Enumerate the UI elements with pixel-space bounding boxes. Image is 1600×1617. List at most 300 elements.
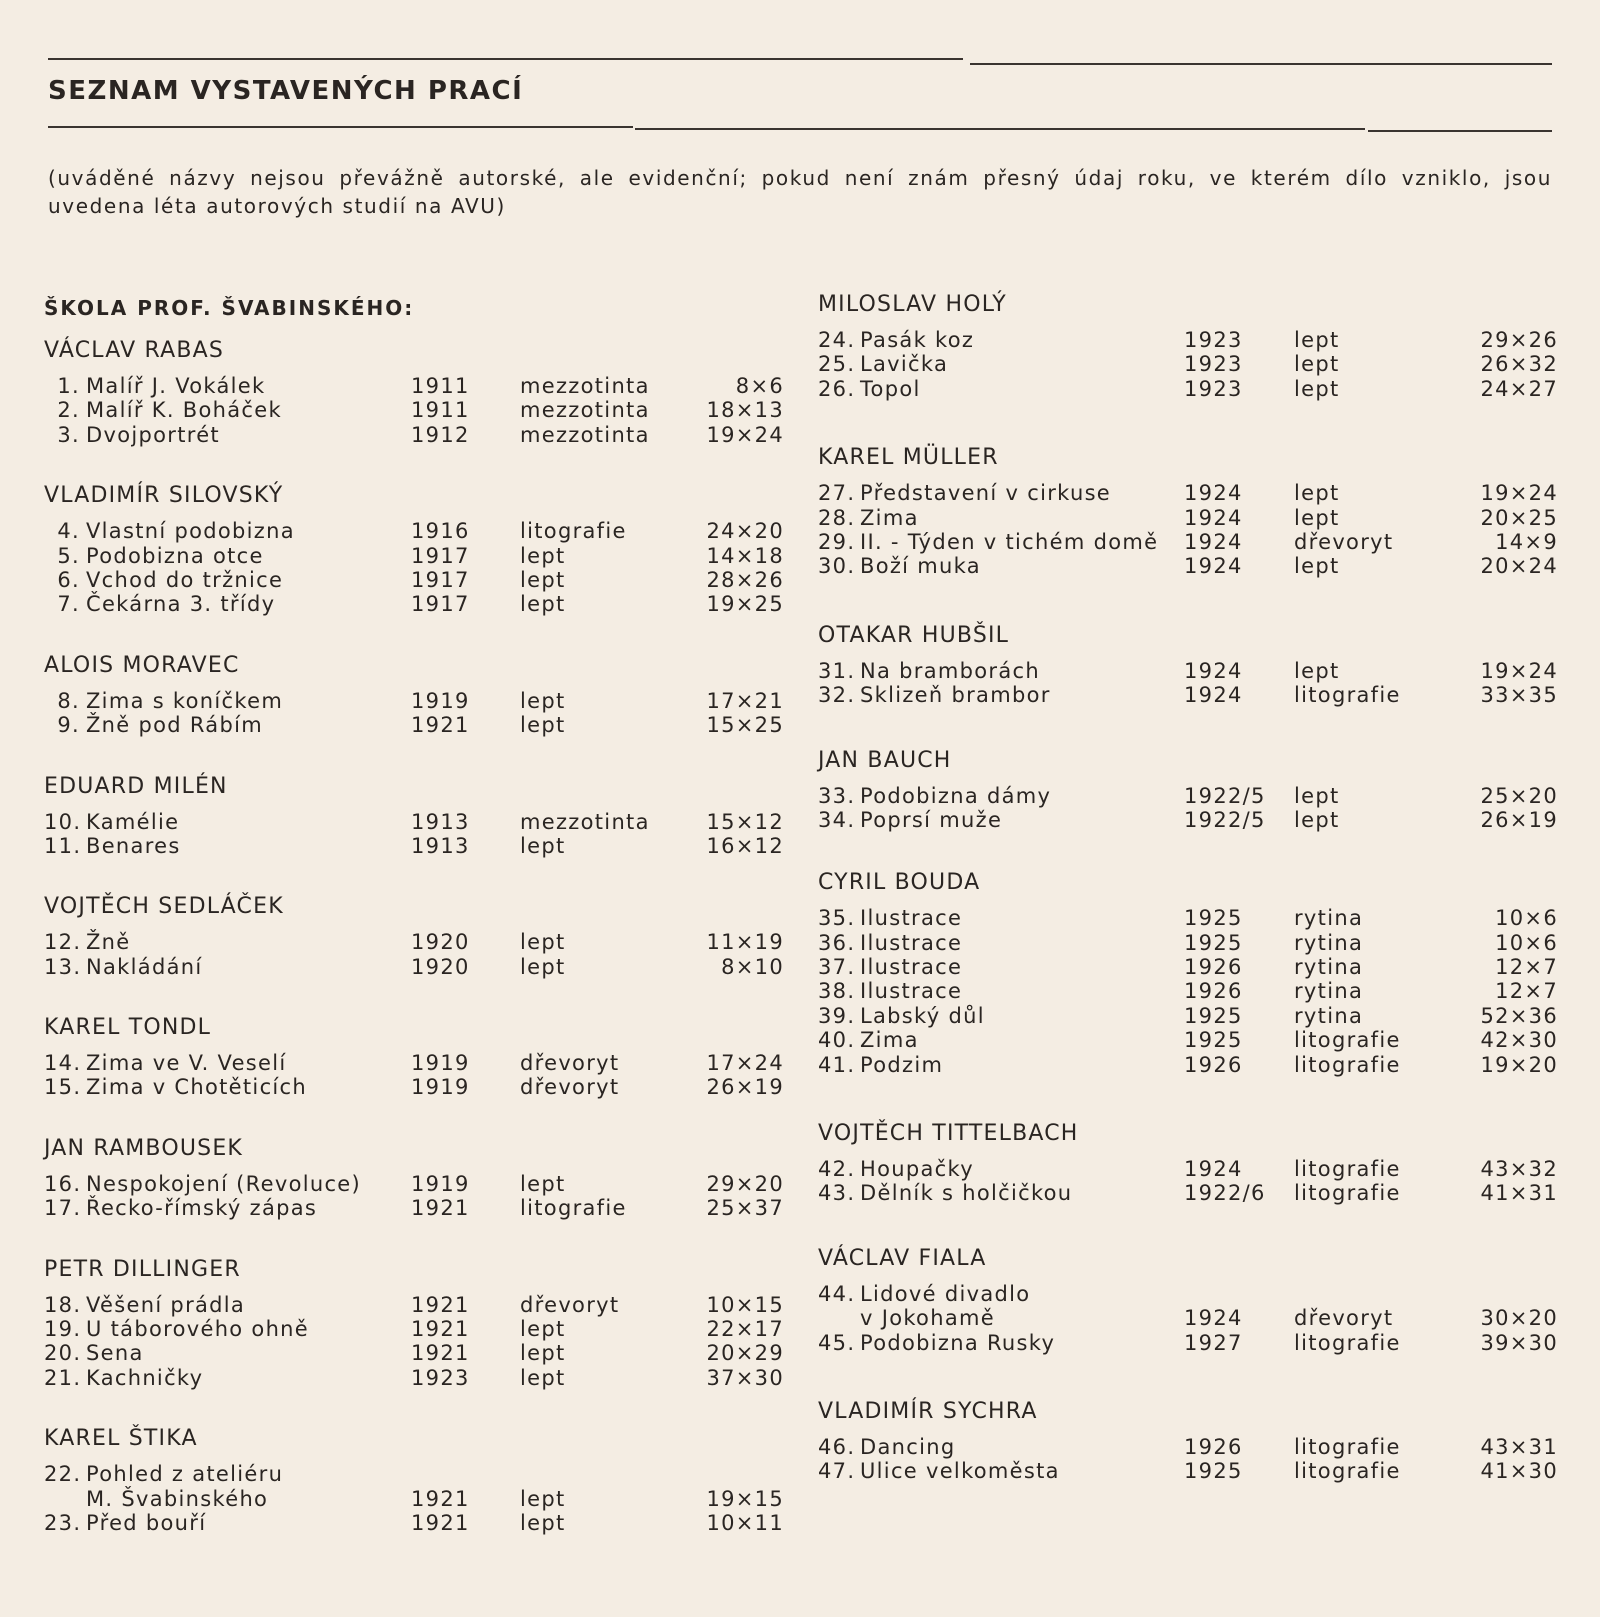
work-technique: lept <box>520 713 566 738</box>
work-number: 9. <box>57 713 80 738</box>
artist-group <box>44 481 784 617</box>
work-size: 19×24 <box>1480 481 1558 506</box>
work-number: 28. <box>818 505 856 530</box>
artist-group <box>818 746 1558 833</box>
work-number: 42. <box>818 1157 856 1182</box>
work-size: 10×6 <box>1495 930 1558 955</box>
work-title: Zima v Chotěticích <box>86 1075 308 1100</box>
work-technique: lept <box>520 1341 566 1366</box>
work-size: 43×31 <box>1480 1434 1558 1459</box>
work-year: 1926 <box>1184 1434 1243 1459</box>
work-title: Malíř J. Vokálek <box>86 374 266 398</box>
work-technique: litografie <box>1294 1330 1401 1355</box>
work-year: 1925 <box>1184 1459 1243 1484</box>
work-row-continued <box>818 1306 1558 1330</box>
work-size: 14×18 <box>706 543 784 568</box>
work-number: 40. <box>818 1028 856 1053</box>
right-column <box>818 290 1558 1484</box>
work-row <box>44 1366 784 1390</box>
work-row <box>818 1282 1558 1306</box>
work-size: 28×26 <box>706 567 784 592</box>
work-title: U táborového ohně <box>86 1317 310 1342</box>
work-number: 4. <box>57 519 80 544</box>
work-row <box>44 398 784 422</box>
work-technique: litografie <box>1294 1052 1401 1077</box>
artist-group <box>818 443 1558 579</box>
work-number: 8. <box>57 688 80 713</box>
work-row <box>818 377 1558 401</box>
work-title: Sena <box>86 1341 144 1366</box>
work-row <box>44 1317 784 1341</box>
works-list <box>818 1157 1558 1206</box>
work-size: 15×25 <box>706 713 784 738</box>
work-title: Dvojportrét <box>86 422 220 447</box>
work-title: Lavička <box>860 352 949 377</box>
work-number: 32. <box>818 683 856 708</box>
works-list <box>44 374 784 447</box>
work-number: 7. <box>57 592 80 617</box>
work-title: Představení v cirkuse <box>860 481 1112 506</box>
work-year: 1924 <box>1184 554 1243 579</box>
work-technique: mezzotinta <box>520 809 650 834</box>
work-year: 1919 <box>411 1171 470 1196</box>
work-year: 1921 <box>411 1317 470 1342</box>
work-number: 46. <box>818 1434 856 1459</box>
work-title: Labský důl <box>860 1003 985 1028</box>
work-number: 20. <box>44 1341 82 1366</box>
work-number: 5. <box>57 543 80 568</box>
artist-name: VÁCLAV FIALA <box>818 1245 987 1271</box>
work-title: Zima <box>860 505 919 530</box>
works-list <box>44 689 784 738</box>
work-year: 1922/5 <box>1184 807 1266 832</box>
work-row <box>818 808 1558 832</box>
work-size: 29×20 <box>706 1171 784 1196</box>
work-size: 20×25 <box>1480 505 1558 530</box>
work-year: 1913 <box>411 809 470 834</box>
work-title: Zima s koníčkem <box>86 688 284 713</box>
work-number: 38. <box>818 979 856 1004</box>
work-size: 20×29 <box>706 1341 784 1366</box>
artist-group <box>44 1255 784 1391</box>
work-title-continued: v Jokohamě <box>860 1306 995 1331</box>
artist-name: VLADIMÍR SYCHRA <box>818 1398 1038 1424</box>
work-size: 8×10 <box>721 954 784 979</box>
work-year: 1922/5 <box>1184 783 1266 808</box>
work-row <box>818 352 1558 376</box>
work-size: 26×32 <box>1480 352 1558 377</box>
work-technique: lept <box>520 1365 566 1390</box>
work-year: 1917 <box>411 543 470 568</box>
work-size: 22×17 <box>706 1317 784 1342</box>
work-technique: litografie <box>1294 683 1401 708</box>
work-title: Řecko-římský zápas <box>86 1196 318 1221</box>
work-title: Podobizna dámy <box>860 783 1052 808</box>
artist-name: MILOSLAV HOLÝ <box>818 292 1007 317</box>
works-list <box>818 784 1558 833</box>
work-number: 2. <box>57 398 80 423</box>
artist-group <box>44 1013 784 1100</box>
work-number: 16. <box>44 1171 82 1196</box>
artist-group <box>44 1134 784 1221</box>
work-size: 18×13 <box>706 398 784 423</box>
work-technique: litografie <box>1294 1028 1401 1053</box>
work-number: 12. <box>44 930 82 955</box>
work-year: 1925 <box>1184 906 1243 931</box>
work-number: 36. <box>818 930 856 955</box>
work-technique: lept <box>520 1317 566 1342</box>
work-technique: lept <box>1294 376 1340 401</box>
work-title: Nakládání <box>86 954 203 979</box>
artist-name: KAREL TONDL <box>44 1015 212 1041</box>
work-title: Kamélie <box>86 809 180 834</box>
work-row <box>818 784 1558 808</box>
work-year: 1912 <box>411 422 470 447</box>
work-title-continued: M. Švabinského <box>86 1486 269 1511</box>
work-technique: lept <box>1294 807 1340 832</box>
artist-group <box>44 651 784 738</box>
work-technique: lept <box>1294 352 1340 377</box>
work-year: 1924 <box>1184 1157 1243 1182</box>
work-number: 1. <box>57 374 80 398</box>
work-row <box>818 906 1558 930</box>
work-size: 19×25 <box>706 592 784 617</box>
work-title: Ilustrace <box>860 955 963 980</box>
work-title: II. - Týden v tichém domě <box>860 529 1159 554</box>
work-row <box>818 1028 1558 1052</box>
works-list <box>44 1051 784 1100</box>
work-number: 18. <box>44 1292 82 1317</box>
work-technique: lept <box>520 1171 566 1196</box>
artist-name: VLADIMÍR SILOVSKÝ <box>44 483 284 509</box>
intro-note: (uváděné názvy nejsou převážně autorské, ale evidenční; pokud není znám přesný údaj roku, ve kterém dílo vzniklo, jsou uvedena léta autorových studií na AVU) <box>48 166 1552 218</box>
work-number: 27. <box>818 481 856 506</box>
work-row <box>44 1341 784 1365</box>
artist-name: VÁCLAV RABAS <box>44 338 225 363</box>
work-size: 16×12 <box>706 833 784 858</box>
works-list <box>818 481 1558 579</box>
work-year: 1924 <box>1184 1306 1243 1331</box>
work-number: 11. <box>44 833 82 858</box>
work-technique: lept <box>520 1486 566 1511</box>
artist-group <box>44 336 784 447</box>
works-list <box>44 519 784 617</box>
work-title: Topol <box>860 376 921 401</box>
work-size: 33×35 <box>1480 683 1558 708</box>
work-row <box>44 1075 784 1099</box>
work-row <box>44 1293 784 1317</box>
left-artist-list <box>44 336 784 1535</box>
work-title: Sklizeň brambor <box>860 683 1051 708</box>
work-technique: lept <box>1294 481 1340 506</box>
work-title: Zima <box>860 1028 919 1053</box>
work-year: 1922/6 <box>1184 1181 1266 1206</box>
page-title: SEZNAM VYSTAVENÝCH PRACÍ <box>48 76 524 106</box>
work-title: Poprsí muže <box>860 807 1003 832</box>
work-technique: lept <box>1294 554 1340 579</box>
work-year: 1923 <box>1184 352 1243 377</box>
work-technique: mezzotinta <box>520 422 650 447</box>
artist-group <box>818 1119 1558 1206</box>
work-row <box>818 530 1558 554</box>
work-number: 6. <box>57 567 80 592</box>
work-number: 3. <box>57 422 80 447</box>
work-number: 31. <box>818 658 856 683</box>
work-technique: lept <box>1294 328 1340 352</box>
work-number: 26. <box>818 376 856 401</box>
work-title: Na bramborách <box>860 658 1040 683</box>
work-year: 1919 <box>411 688 470 713</box>
work-number: 41. <box>818 1052 856 1077</box>
work-number: 14. <box>44 1051 82 1076</box>
work-number: 43. <box>818 1181 856 1206</box>
work-year: 1924 <box>1184 683 1243 708</box>
work-row <box>818 1181 1558 1205</box>
work-size: 17×24 <box>706 1051 784 1076</box>
work-row <box>818 1004 1558 1028</box>
work-year: 1921 <box>411 713 470 738</box>
works-list <box>818 906 1558 1077</box>
work-title: Ilustrace <box>860 979 963 1004</box>
work-title: Čekárna 3. třídy <box>86 592 276 617</box>
artist-name: JAN BAUCH <box>818 747 952 773</box>
work-number: 34. <box>818 807 856 832</box>
work-title: Dancing <box>860 1434 956 1459</box>
work-technique: dřevoryt <box>520 1292 620 1317</box>
work-technique: lept <box>520 833 566 858</box>
work-technique: lept <box>1294 505 1340 530</box>
work-number: 25. <box>818 352 856 377</box>
work-row <box>44 810 784 834</box>
work-row <box>44 519 784 543</box>
work-size: 20×24 <box>1480 554 1558 579</box>
work-year: 1924 <box>1184 481 1243 506</box>
work-title: Pasák koz <box>860 328 975 352</box>
work-row <box>44 592 784 616</box>
work-year: 1920 <box>411 930 470 955</box>
work-number: 29. <box>818 529 856 554</box>
work-number: 39. <box>818 1003 856 1028</box>
work-size: 17×21 <box>706 688 784 713</box>
work-technique: lept <box>520 1510 566 1535</box>
works-list <box>44 930 784 979</box>
left-column <box>44 290 784 1535</box>
work-technique: litografie <box>1294 1157 1401 1182</box>
work-size: 10×15 <box>706 1292 784 1317</box>
work-year: 1921 <box>411 1486 470 1511</box>
work-title: Věšení prádla <box>86 1292 246 1317</box>
artist-group <box>818 1244 1558 1355</box>
work-size: 8×6 <box>735 374 784 398</box>
artist-name: PETR DILLINGER <box>44 1256 241 1282</box>
title-underline-mid <box>635 128 1365 130</box>
work-row <box>818 506 1558 530</box>
work-row <box>44 713 784 737</box>
work-technique: rytina <box>1294 955 1364 980</box>
work-title: Podobizna Rusky <box>860 1330 1056 1355</box>
work-size: 19×15 <box>706 1486 784 1511</box>
work-technique: dřevoryt <box>1294 529 1394 554</box>
work-size: 41×31 <box>1480 1181 1558 1206</box>
artist-group <box>818 868 1558 1077</box>
work-title: Ulice velkoměsta <box>860 1459 1060 1484</box>
work-technique: litografie <box>1294 1459 1401 1484</box>
works-list <box>44 1172 784 1221</box>
work-number: 10. <box>44 809 82 834</box>
works-list <box>818 1435 1558 1484</box>
work-technique: lept <box>520 688 566 713</box>
work-number: 13. <box>44 954 82 979</box>
work-year: 1926 <box>1184 1052 1243 1077</box>
artist-name: EDUARD MILÉN <box>44 773 228 799</box>
work-year: 1920 <box>411 954 470 979</box>
work-technique: rytina <box>1294 930 1364 955</box>
title-underline-right <box>1368 130 1552 132</box>
work-title: Podzim <box>860 1052 944 1077</box>
work-row <box>818 554 1558 578</box>
artist-group <box>44 1424 784 1535</box>
work-size: 24×20 <box>706 519 784 544</box>
work-row <box>44 568 784 592</box>
work-row <box>44 955 784 979</box>
work-year: 1926 <box>1184 955 1243 980</box>
work-title: Lidové divadlo <box>860 1281 1031 1306</box>
work-technique: lept <box>520 543 566 568</box>
artist-name: CYRIL BOUDA <box>818 870 981 896</box>
work-technique: dřevoryt <box>1294 1306 1394 1331</box>
work-year: 1911 <box>411 398 470 423</box>
artist-group <box>818 621 1558 708</box>
artist-name: VOJTĚCH TITTELBACH <box>818 1121 1079 1147</box>
top-rule-right <box>970 63 1552 65</box>
work-row <box>818 1157 1558 1181</box>
work-size: 10×11 <box>706 1510 784 1535</box>
work-number: 37. <box>818 955 856 980</box>
work-size: 37×30 <box>706 1365 784 1390</box>
work-title: Malíř K. Boháček <box>86 398 282 423</box>
work-technique: litografie <box>1294 1434 1401 1459</box>
work-size: 41×30 <box>1480 1459 1558 1484</box>
work-year: 1917 <box>411 567 470 592</box>
work-row <box>818 683 1558 707</box>
work-size: 52×36 <box>1480 1003 1558 1028</box>
work-year: 1913 <box>411 833 470 858</box>
work-row <box>44 374 784 398</box>
work-technique: litografie <box>520 1196 627 1221</box>
work-technique: lept <box>520 567 566 592</box>
work-year: 1916 <box>411 519 470 544</box>
work-row <box>818 481 1558 505</box>
work-year: 1924 <box>1184 658 1243 683</box>
work-title: Dělník s holčičkou <box>860 1181 1073 1206</box>
work-year: 1921 <box>411 1341 470 1366</box>
work-title: Podobizna otce <box>86 543 264 568</box>
work-year: 1921 <box>411 1292 470 1317</box>
work-size: 29×26 <box>1480 328 1558 352</box>
work-year: 1911 <box>411 374 470 398</box>
artist-group <box>818 290 1558 401</box>
work-technique: rytina <box>1294 1003 1364 1028</box>
work-size: 15×12 <box>706 809 784 834</box>
title-underline-left <box>48 126 633 128</box>
work-row <box>818 979 1558 1003</box>
work-year: 1923 <box>1184 376 1243 401</box>
work-row <box>44 689 784 713</box>
artist-name: JAN RAMBOUSEK <box>44 1135 244 1161</box>
work-size: 14×9 <box>1495 529 1558 554</box>
work-size: 24×27 <box>1480 376 1558 401</box>
work-title: Před bouří <box>86 1510 207 1535</box>
work-title: Houpačky <box>860 1157 974 1182</box>
work-row <box>818 328 1558 352</box>
work-title: Žně <box>86 930 131 955</box>
work-row-continued <box>44 1487 784 1511</box>
works-list <box>818 1282 1558 1355</box>
works-list <box>818 328 1558 401</box>
work-row <box>44 544 784 568</box>
work-number: 22. <box>44 1462 82 1487</box>
work-title: Vlastní podobizna <box>86 519 295 544</box>
work-row <box>44 1172 784 1196</box>
work-row <box>818 659 1558 683</box>
work-size: 25×20 <box>1480 783 1558 808</box>
work-size: 12×7 <box>1495 979 1558 1004</box>
work-number: 33. <box>818 783 856 808</box>
work-size: 42×30 <box>1480 1028 1558 1053</box>
work-year: 1924 <box>1184 505 1243 530</box>
artist-name: VOJTĚCH SEDLÁČEK <box>44 894 284 920</box>
work-technique: dřevoryt <box>520 1051 620 1076</box>
work-row <box>818 1435 1558 1459</box>
work-row <box>44 1511 784 1535</box>
work-year: 1925 <box>1184 930 1243 955</box>
work-title: Nespokojení (Revoluce) <box>86 1171 362 1196</box>
work-size: 39×30 <box>1480 1330 1558 1355</box>
work-number: 44. <box>818 1281 856 1306</box>
work-technique: mezzotinta <box>520 374 650 398</box>
work-size: 25×37 <box>706 1196 784 1221</box>
artist-group <box>44 892 784 979</box>
work-size: 11×19 <box>706 930 784 955</box>
work-title: Ilustrace <box>860 930 963 955</box>
work-technique: rytina <box>1294 979 1364 1004</box>
work-number: 15. <box>44 1075 82 1100</box>
work-row <box>44 834 784 858</box>
artist-group <box>44 772 784 859</box>
right-artist-list <box>818 290 1558 1484</box>
work-row <box>818 955 1558 979</box>
work-size: 26×19 <box>706 1075 784 1100</box>
artist-name: KAREL ŠTIKA <box>44 1426 198 1452</box>
works-list <box>44 1462 784 1535</box>
artist-name: KAREL MÜLLER <box>818 445 999 471</box>
work-year: 1927 <box>1184 1330 1243 1355</box>
work-number: 45. <box>818 1330 856 1355</box>
work-year: 1921 <box>411 1510 470 1535</box>
work-technique: litografie <box>520 519 627 544</box>
work-row <box>818 1459 1558 1483</box>
work-year: 1921 <box>411 1196 470 1221</box>
work-technique: lept <box>1294 783 1340 808</box>
work-number: 19. <box>44 1317 82 1342</box>
work-row <box>44 423 784 447</box>
work-row <box>44 1051 784 1075</box>
work-size: 19×20 <box>1480 1052 1558 1077</box>
work-size: 43×32 <box>1480 1157 1558 1182</box>
work-number: 35. <box>818 906 856 931</box>
artist-group <box>818 1397 1558 1484</box>
work-size: 19×24 <box>706 422 784 447</box>
